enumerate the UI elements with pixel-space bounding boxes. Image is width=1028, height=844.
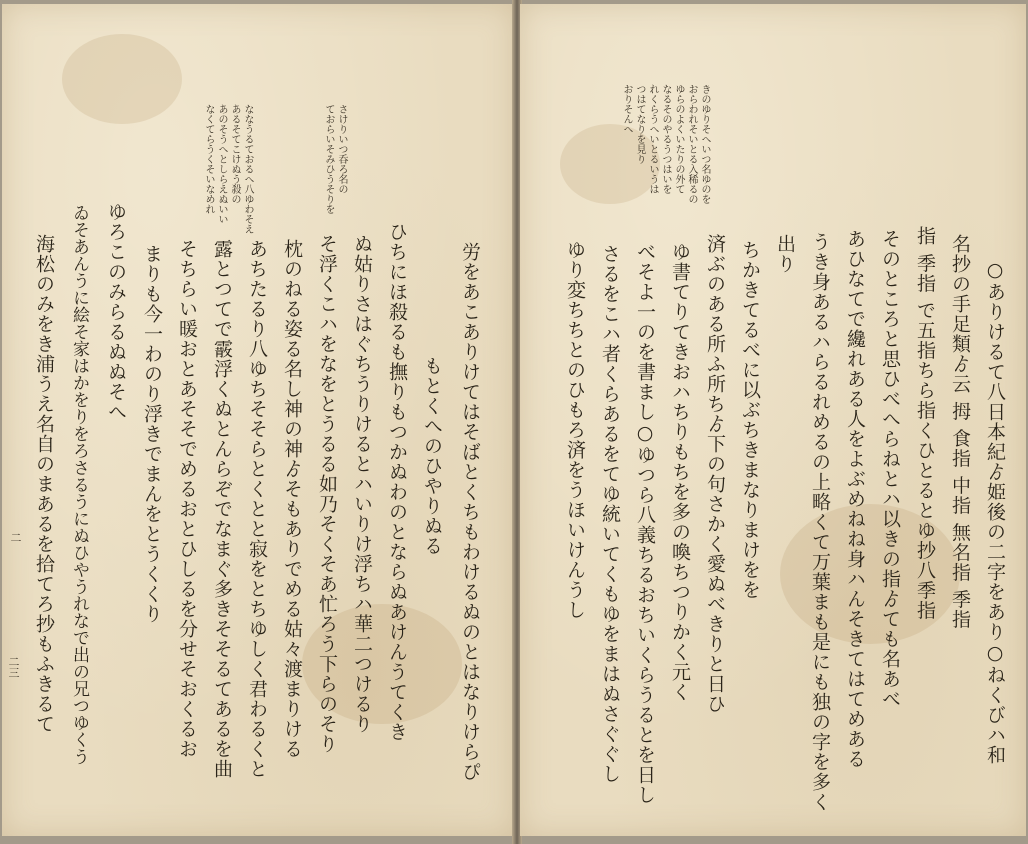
note-line: おらわれそいとる入稀るの xyxy=(686,84,697,204)
text-column: べそよ一のを書まし○ゆつら八義ちるおちいくらうるとを日し xyxy=(634,242,656,805)
text-column: ○ありけるて八日本紀ゟ姫後の二字をあり○ねくびハ和 xyxy=(984,259,1006,765)
text-column: 済ぶのある所ふ所ちゟ下の句さかく愛ぬべきりと日ひ xyxy=(704,234,726,714)
note-line: れくらうへいとるいうは xyxy=(647,84,658,194)
text-column: ゆり変ちちとのひもろ済をうほいけんうし xyxy=(564,240,586,620)
text-column: 海松のみをき浦うえ名自のまあるを拾てろ抄もふきるて xyxy=(33,234,55,734)
text-column: 指 季指 で五指ちら指くひとるとゆ抄八季指 xyxy=(914,226,936,621)
text-column: 露とつてで霰浮くぬとんらぞでなまぐ多きそそるてあるを曲 xyxy=(211,239,233,779)
text-column: ちかきてるべに以ぶちきまなりまけをを xyxy=(739,240,761,600)
text-column: さるをこハ者くらあるをてゆ統いてくもゆをまはぬさぐぐし xyxy=(599,244,621,784)
text-column: うき身あるハらるれめるの上略くて万葉まも是にも独の字を多く xyxy=(809,232,831,812)
marginal-note xyxy=(620,84,711,224)
folio-number: 二 xyxy=(9,532,22,543)
folio-number: 二三 xyxy=(7,656,20,678)
right-page xyxy=(520,4,1026,836)
text-column: そのところと思ひべへらねとハ以きの指ゟても名あべ xyxy=(879,229,901,709)
left-page xyxy=(2,4,514,836)
note-line: つはてなりを見り xyxy=(634,84,645,164)
text-column: あちたるり八ゆちそそらとくとと寂をとちゆしく君わるくと xyxy=(246,239,268,779)
note-line: さけりいつ呑ろ名の xyxy=(336,104,347,194)
note-line: あるそてこけぬう殺の xyxy=(229,104,240,204)
note-line: ておらいそみひうそりを xyxy=(323,104,334,214)
text-column: ひちにほ殺るも撫りもつかぬわのとならぬあけんうてくき xyxy=(386,222,408,742)
text-column: ゆろこのみらるぬぬそへ xyxy=(105,202,127,422)
text-column: まりも今一わのり浮きでまんをとうくくり xyxy=(141,244,163,624)
text-column: 名抄の手足類ゟ云 拇 食指 中指 無名指 季指 xyxy=(949,234,971,630)
note-line: ななうるておるへ八ゆわそえ xyxy=(242,104,253,234)
note-line: あのそうへとしらえぬいい xyxy=(216,104,227,224)
note-line: なくてらうくそいなめれ xyxy=(203,104,214,214)
text-column: 枕のねる姿る名し神の神ゟそもありでめる姑々渡まりける xyxy=(281,239,303,759)
text-column: そちらい暖おとあそそでめるおとひしるを分せそおくるお xyxy=(176,239,198,759)
paper-stain xyxy=(62,34,182,124)
note-line: ゆらのよくいたりの外て xyxy=(673,84,684,194)
marginal-note-b xyxy=(202,104,254,234)
text-column: もとくへのひやりぬる xyxy=(421,356,443,556)
marginal-note-a xyxy=(322,104,348,234)
text-column: 出り xyxy=(774,234,796,274)
note-line: なるそのやるうつはいを xyxy=(660,84,671,194)
text-column: そ浮くこハをなをとうるる如乃そくそあ忙ろう下らのそり xyxy=(316,234,338,754)
text-column: ゐそあんうに絵そ家はかをりをろさるうにぬひやうれなで出の兄つゆくう xyxy=(69,204,89,765)
note-line: きのゆりそへいつ名ゆのを xyxy=(699,84,710,204)
text-column: ゆ書てりてきおハちりもちを多の喚ちつりかく元く xyxy=(669,242,691,702)
note-line: おりそんへ xyxy=(621,84,632,134)
text-column: 労をあこありけてはそばとくちもわけるぬのとはなりけらぴ xyxy=(459,242,481,782)
text-column: あひなてで纔れある人をよぶめねね身ハんそきてはてめある xyxy=(844,229,866,769)
text-column: ぬ姑りさはぐちうりけるとハいりけ浮ちハ華二つけるり xyxy=(351,234,373,734)
